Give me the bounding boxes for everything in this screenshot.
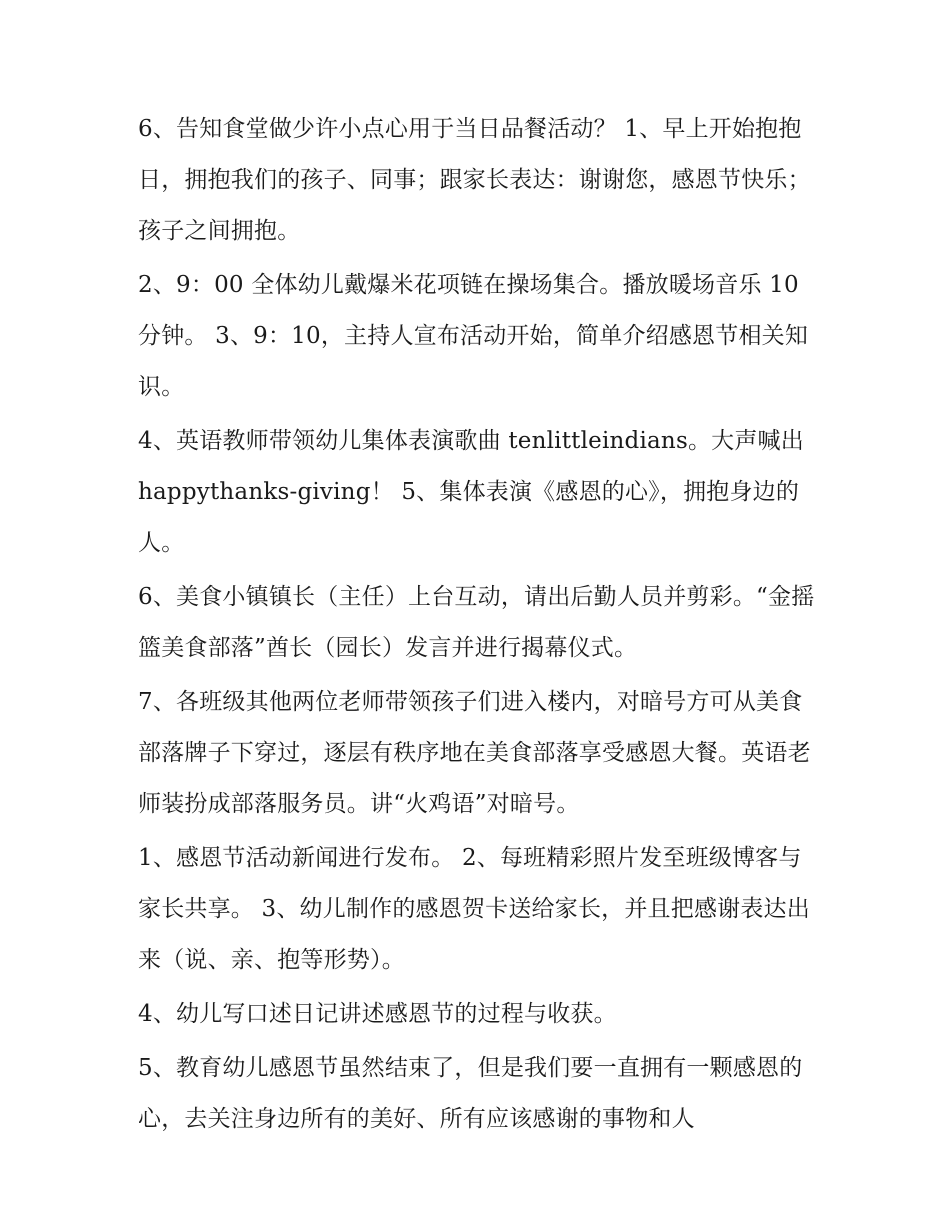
paragraph-6: 1、感恩节活动新闻进行发布。 2、每班精彩照片发至班级博客与家长共享。 3、幼儿制作的感恩贺卡送给家长，并且把感谢表达出来（说、亲、抱等形势）。 <box>138 845 810 973</box>
paragraph-4: 6、美食小镇镇长（主任）上台互动，请出后勤人员并剪彩。“金摇篮美食部落”酋长（园长）发言并进行揭幕仪式。 <box>138 584 815 661</box>
paragraph-1: 6、告知食堂做少许小点心用于当日品餐活动？ 1、早上开始抱抱日，拥抱我们的孩子、同事；跟家长表达：谢谢您，感恩节快乐；孩子之间拥抱。 <box>138 116 811 244</box>
paragraph-5: 7、各班级其他两位老师带领孩子们进入楼内，对暗号方可从美食部落牌子下穿过，逐层有秩序地在美食部落享受感恩大餐。英语老师装扮成部落服务员。讲“火鸡语”对暗号。 <box>138 689 811 817</box>
paragraph-7: 4、幼儿写口述日记讲述感恩节的过程与收获。 <box>138 1001 617 1027</box>
paragraph-8: 5、教育幼儿感恩节虽然结束了，但是我们要一直拥有一颗感恩的心，去关注身边所有的美好、所有应该感谢的事物和人 <box>138 1055 803 1132</box>
document-body <box>138 104 818 1148</box>
paragraph-2: 2、9：00 全体幼儿戴爆米花项链在操场集合。播放暖场音乐 10 分钟。 3、9：10，主持人宣布活动开始，简单介绍感恩节相关知识。 <box>138 272 809 400</box>
paragraph-3: 4、英语教师带领幼儿集体表演歌曲 tenlittleindians。大声喊出 happythanks-giving！ 5、集体表演《感恩的心》，拥抱身边的人。 <box>138 428 804 556</box>
